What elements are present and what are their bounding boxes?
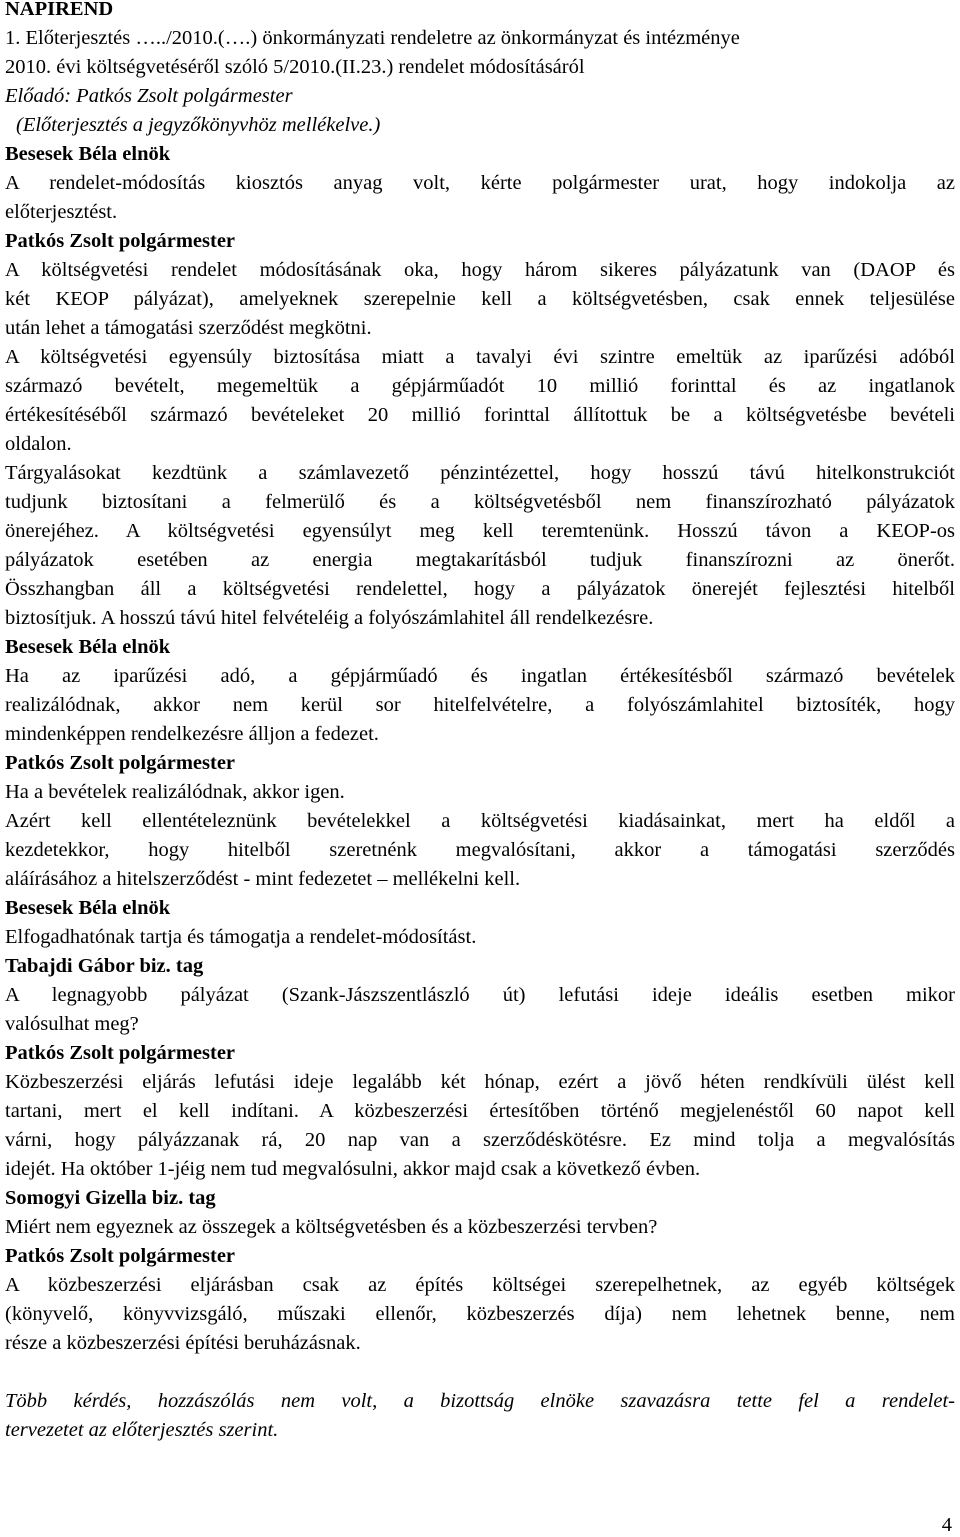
spacer: [5, 1358, 955, 1387]
paragraph-line: tartani, mert el kell indítani. A közbeszerzési értesítőben történő megjelenéstől 60 napot kell: [5, 1100, 955, 1122]
closing-line-2: tervezetet az előterjesztés szerint.: [5, 1419, 279, 1441]
page-number: 4: [941, 1514, 952, 1536]
paragraph-line: előterjesztést.: [5, 201, 118, 223]
paragraph-line: A költségvetési rendelet módosításának oka, hogy három sikeres pályázatunk van (DAOP és: [5, 259, 955, 281]
paragraph-line: származó bevételt, megemeltük a gépjárműadót 10 millió forinttal és az ingatlanok: [5, 375, 955, 397]
paragraph-line: Ha az iparűzési adó, a gépjárműadó és ingatlan értékesítésből származó bevételek: [5, 665, 955, 687]
paragraph-line: Tárgyalásokat kezdtünk a számlavezető pénzintézettel, hogy hosszú távú hitelkonstrukciót: [5, 462, 955, 484]
paragraph-line: Ha a bevételek realizálódnak, akkor igen.: [5, 781, 345, 803]
speaker-name: Besesek Béla elnök: [5, 636, 171, 658]
paragraph-line: oldalon.: [5, 433, 72, 455]
paragraph-line: Közbeszerzési eljárás lefutási ideje legalább két hónap, ezért a jövő héten rendkívüli ülést kell: [5, 1071, 955, 1093]
speaker-name: Patkós Zsolt polgármester: [5, 1042, 236, 1064]
paragraph-line: Összhangban áll a költségvetési rendelettel, hogy a pályázatok önerejét fejlesztési hitelből: [5, 578, 955, 600]
agenda-heading: NAPIREND: [5, 0, 114, 20]
paragraph-line: (könyvelő, könyvvizsgáló, műszaki ellenőr, közbeszerzés díja) nem lehetnek benne, nem: [5, 1303, 955, 1325]
agenda-item-line-1: 1. Előterjesztés …../2010.(….) önkormányzati rendeletre az önkormányzat és intézménye: [5, 27, 740, 49]
speaker-name: Tabajdi Gábor biz. tag: [5, 955, 204, 977]
paragraph-line: mindenképpen rendelkezésre álljon a fedezet.: [5, 723, 379, 745]
minutes-blocks: [5, 140, 955, 1358]
paragraph-line: A legnagyobb pályázat (Szank-Jászszentlászló út) lefutási ideje ideális esetben mikor: [5, 984, 955, 1006]
paragraph-line: önerejéhez. A költségvetési egyensúlyt meg kell teremtenünk. Hosszú távon a KEOP-os: [5, 520, 955, 542]
paragraph-line: aláírásához a hitelszerződést - mint fedezetet – mellékelni kell.: [5, 868, 521, 890]
closing-line-1: Több kérdés, hozzászólás nem volt, a bizottság elnöke szavazásra tette fel a rendelet-: [5, 1390, 955, 1412]
paragraph-line: várni, hogy pályázzanak rá, 20 nap van a szerződéskötésre. Ez mind tolja a megvalósítás: [5, 1129, 955, 1151]
paragraph-line: két KEOP pályázat), amelyeknek szerepelnie kell a költségvetésben, csak ennek teljesülése: [5, 288, 955, 310]
speaker-name: Patkós Zsolt polgármester: [5, 1245, 236, 1267]
speaker-name: Besesek Béla elnök: [5, 897, 171, 919]
speaker-name: Somogyi Gizella biz. tag: [5, 1187, 216, 1209]
paragraph-line: idejét. Ha október 1-jéig nem tud megvalósulni, akkor majd csak a következő évben.: [5, 1158, 701, 1180]
paragraph-line: része a közbeszerzési építési beruházásnak.: [5, 1332, 361, 1354]
paragraph-line: pályázatok esetében az energia megtakarításból tudjuk finanszírozni az önerőt.: [5, 549, 955, 571]
paragraph-line: kezdetekkor, hogy hitelből szeretnénk megvalósítani, akkor a támogatási szerződés: [5, 839, 955, 861]
paragraph-line: valósulhat meg?: [5, 1013, 139, 1035]
paragraph-line: Azért kell ellentételeznünk bevételekkel a költségvetési kiadásainkat, mert ha eldől a: [5, 810, 955, 832]
speaker-name: Besesek Béla elnök: [5, 143, 171, 165]
agenda-presenter: Előadó: Patkós Zsolt polgármester: [5, 85, 293, 107]
speaker-name: Patkós Zsolt polgármester: [5, 752, 236, 774]
paragraph-line: A közbeszerzési eljárásban csak az építés költségei szerepelhetnek, az egyéb költségek: [5, 1274, 955, 1296]
paragraph-line: után lehet a támogatási szerződést megkötni.: [5, 317, 372, 339]
speaker-name: Patkós Zsolt polgármester: [5, 230, 236, 252]
agenda-item-line-2: 2010. évi költségvetéséről szóló 5/2010.(II.23.) rendelet módosításáról: [5, 56, 585, 78]
agenda-attachment-note: (Előterjesztés a jegyzőkönyvhöz mellékelve.): [16, 114, 381, 136]
paragraph-line: A költségvetési egyensúly biztosítása miatt a tavalyi évi szintre emeltük az iparűzési adóból: [5, 346, 955, 368]
document-body: [5, 0, 955, 1445]
paragraph-line: Elfogadhatónak tartja és támogatja a rendelet-módosítást.: [5, 926, 477, 948]
paragraph-line: realizálódnak, akkor nem kerül sor hitelfelvételre, a folyószámlahitel biztosíték, hogy: [5, 694, 955, 716]
paragraph-line: A rendelet-módosítás kiosztós anyag volt, kérte polgármester urat, hogy indokolja az: [5, 172, 955, 194]
paragraph-line: Miért nem egyeznek az összegek a költségvetésben és a közbeszerzési tervben?: [5, 1216, 658, 1238]
paragraph-line: biztosítjuk. A hosszú távú hitel felvételéig a folyószámlahitel áll rendelkezésre.: [5, 607, 654, 629]
paragraph-line: tudjunk biztosítani a felmerülő és a költségvetésből nem finanszírozható pályázatok: [5, 491, 955, 513]
paragraph-line: értékesítéséből származó bevételeket 20 millió forinttal állítottuk be a költségvetésbe bevételi: [5, 404, 955, 426]
